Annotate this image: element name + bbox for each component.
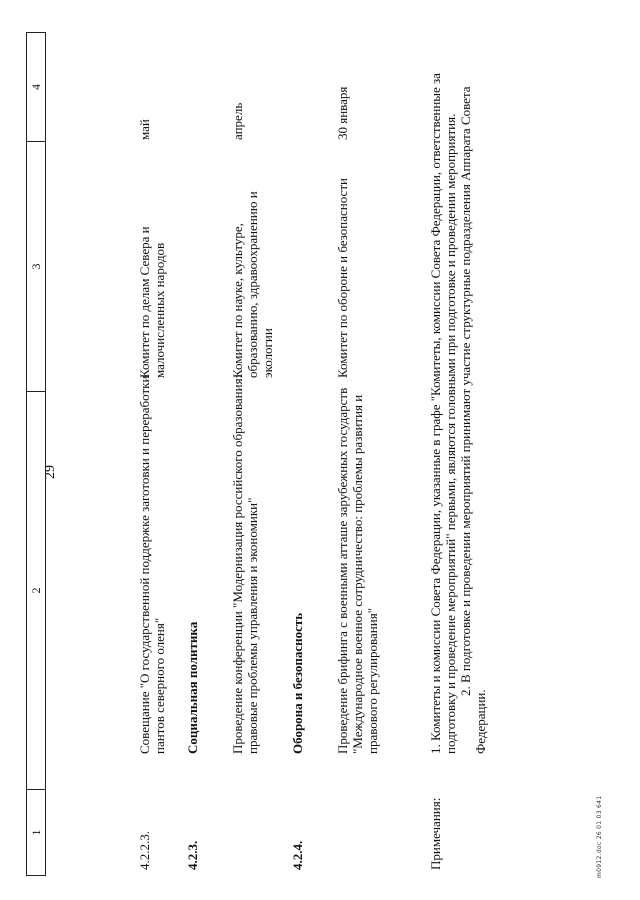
footer-stamp: m0912.doc 26 01 03 641 [596, 795, 603, 878]
event-date: 30 января [335, 86, 350, 140]
section-heading: Оборона и безопасность [290, 612, 305, 754]
event-description: Проведение брифинга с военными атташе зарубежных государств "Международное военное сотрудничество: проблемы развития и правового регулирования" [335, 387, 380, 754]
row-number: 4.2.4. [290, 840, 305, 870]
section-heading: Социальная политика [185, 621, 200, 754]
row-number: 4.2.2.3. [137, 831, 152, 870]
row-number: 4.2.3. [185, 840, 200, 870]
column-header-1: 1 [27, 789, 45, 875]
note-item: 1. Комитеты и комиссии Совета Федерации, указанные в графе "Комитеты, комиссии Совета Федерации, ответственные за подготовку и проведение мероприятий" первыми, являются головными при подготовке и проведении мероприятия. [428, 73, 458, 754]
responsible-committee: Комитет по обороне и безопасности [335, 178, 350, 378]
column-number-header [26, 32, 46, 876]
column-header-3: 3 [27, 141, 45, 391]
event-date: апрель [230, 102, 245, 140]
event-description: Совещание "О государственной поддержке заготовки и переработки пантов северного оленя" [137, 375, 167, 754]
column-header-4: 4 [28, 84, 43, 90]
event-description: Проведение конференции "Модернизация российского образования: правовые проблемы управления и экономики" [230, 374, 260, 754]
notes-label: Примечания: [428, 797, 443, 870]
responsible-committee: Комитет по науке, культуре, образованию, здравоохранению и экологии [230, 191, 275, 378]
column-header-2: 2 [27, 391, 45, 789]
page-number: 29 [43, 465, 58, 479]
responsible-committee: Комитет по делам Севера и малочисленных народов [137, 226, 167, 378]
event-date: май [137, 119, 152, 140]
notes-body [428, 34, 488, 754]
note-item: 2. В подготовке и проведении мероприятий принимают участие структурные подразделения Аппарата Совета Федерации. [458, 86, 488, 754]
